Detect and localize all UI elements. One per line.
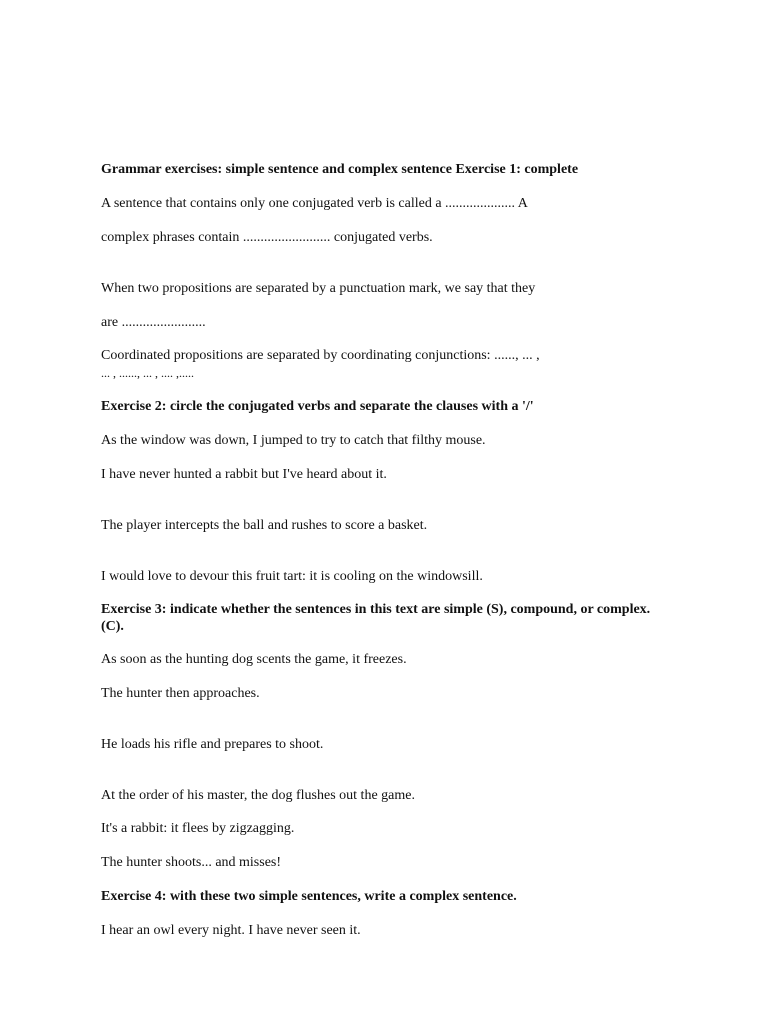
exercise1-line5: Coordinated propositions are separated by coordinating conjunctions: ......, ... , xyxy=(101,348,540,363)
exercise2-title: Exercise 2: circle the conjugated verbs and separate the clauses with a '/' xyxy=(101,399,534,414)
exercise3-sentence: It's a rabbit: it flees by zigzagging. xyxy=(101,821,295,836)
exercise1-line2: complex phrases contain ......................... conjugated verbs. xyxy=(101,230,433,245)
exercise1-line1: A sentence that contains only one conjugated verb is called a .................... A xyxy=(101,196,528,211)
document-heading: Grammar exercises: simple sentence and complex sentence Exercise 1: complete xyxy=(101,162,579,177)
exercise2-sentence: I have never hunted a rabbit but I've heard about it. xyxy=(101,467,387,482)
exercise3-sentence: The hunter shoots... and misses! xyxy=(101,855,282,870)
exercise3-sentence: As soon as the hunting dog scents the game, it freezes. xyxy=(101,652,407,667)
exercise2-sentence: As the window was down, I jumped to try to catch that filthy mouse. xyxy=(101,433,486,448)
exercise3-sentence: The hunter then approaches. xyxy=(101,686,260,701)
exercise3-sentence: At the order of his master, the dog flushes out the game. xyxy=(101,788,415,803)
exercise4-sentence: I hear an owl every night. I have never seen it. xyxy=(101,923,361,938)
exercise1-line6: ... , ......, ... , .... ,..... xyxy=(101,366,194,380)
exercise3-title-line1: Exercise 3: indicate whether the sentences in this text are simple (S), compound, or complex. xyxy=(101,602,651,617)
exercise2-sentence: The player intercepts the ball and rushes to score a basket. xyxy=(101,518,428,533)
exercise3-title-line2: (C). xyxy=(101,619,124,634)
exercise1-line3: When two propositions are separated by a punctuation mark, we say that they xyxy=(101,281,536,296)
exercise3-sentence: He loads his rifle and prepares to shoot. xyxy=(101,737,324,752)
exercise4-title: Exercise 4: with these two simple sentences, write a complex sentence. xyxy=(101,889,517,904)
exercise2-sentence: I would love to devour this fruit tart: it is cooling on the windowsill. xyxy=(101,569,483,584)
exercise1-line4: are ........................ xyxy=(101,315,206,330)
